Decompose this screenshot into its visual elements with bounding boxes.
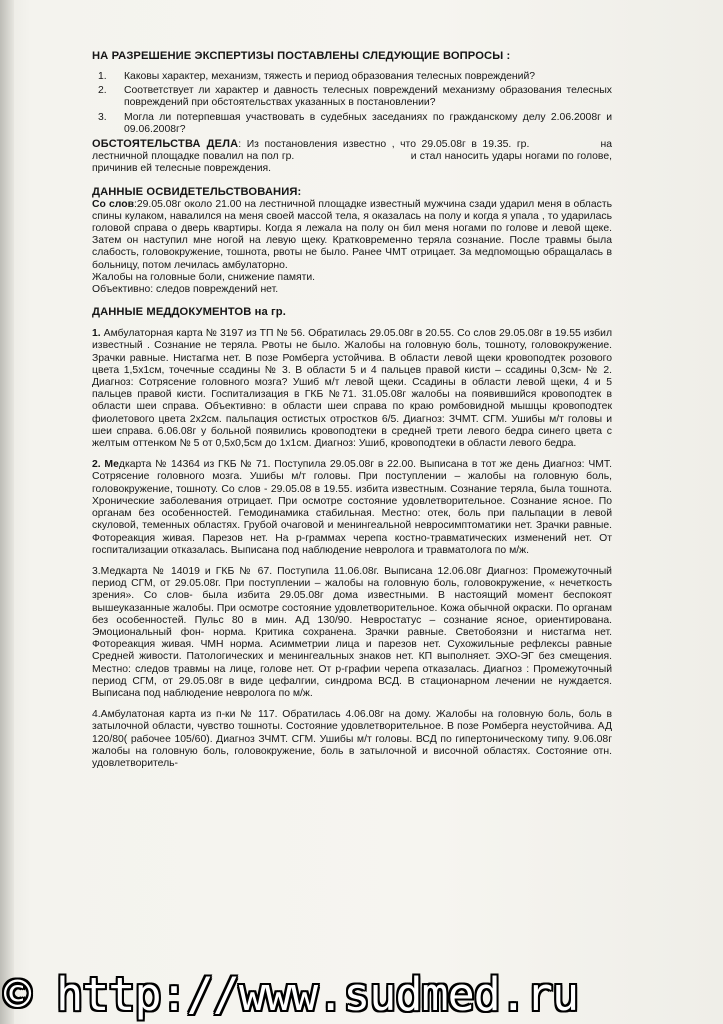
page-edge-shadow [0,0,14,1024]
examination-complaints: Жалобы на головные боли, снижение памяти. [92,271,316,283]
examination-objective: Объективно: следов повреждений нет. [92,284,279,296]
meddoc-text: дкарта № 14364 из ГКБ № 71. Поступила 29.05.08г в 22.00. Выписана в тот же день Диагноз: ЧМТ. Сотрясение головного мозга. Ушибы м/т головы. При поступлении – жалобы на головную боль, головокружение, тошноту. Со слов - 29.05.08 в 19.55. избита известным. Сознание теряла, была тошнота. Хронические заболевания отрицает. При осмотре состояние удовлетворительное. Сознание ясное. По органам без особенностей. Гемодинамика стабильная. Местно: отек, боль при пальпации в левой скуловой, теменных областях. Грубой очаговой и менингеальной невросимптоматики нет. Зрачки равные. Фотореакция живая. Парезов нет. На р-граммах черепа костно-травматических изменений нет. От госпитализации отказалась. Выписана под наблюдение невролога и травматолога по м/ж. [92,459,612,556]
meddoc-number: 4. [92,709,101,721]
circumstances-label: ОБСТОЯТЕЛЬСТВА ДЕЛА [92,138,239,151]
meddoc-number: 2. Ме [92,459,119,471]
examination-intro [92,199,612,272]
circumstances-text-b: на лестничной площадке повалил на пол гр. [92,139,613,163]
circumstances-text-a: : Из постановления известно , что 29.05.08г в 19.35. гр. [238,139,530,151]
question-item [92,85,612,109]
meddoc-text: Амбулатоная карта из п-ки № 117. Обратилась 4.06.08г на дому. Жалобы на головную боль, боль в затылочной области, чувство тошноты. Состояние удовлетворительное. В позе Ромберга неустойчива. АД 120/80( рабочее 105/60). Диагноз ЗЧМТ. СГМ. Ушибы м/т головы. ВСД по гипертоническому типу. 9.06.08г жалобы на головную боль, головокружение, боль в затылочной и височной областях. Состояние отн. удовлетворитель- [92,709,612,769]
meddoc-entry [92,566,612,700]
question-number: 3. [98,111,107,123]
meddoc-text: Амбулаторная карта № 3197 из ТП № 56. Обратилась 29.05.08г в 20.55. Со слов 29.05.08г в 19.55 избил известный . Сознание не теряла. Рвоты не было. Жалобы на головную боль, тошноту, головокружение. Зрачки равные. Нистагма нет. В позе Ромберга устойчива. В области левой щеки кровоподтек розового цвета 1,5х1см, точечные ссадины № 3. В области 5 и 4 пальцев правой кисти – ссадины 0,3см- № 2. Диагноз: Сотрясение головного мозга? Ушиб м/т левой щеки. Ссадины в области левой щеки, 4 и 5 пальцев правой кисти. Госпитализация в ГКБ №71. 31.05.08г жалобы на появившийся кровоподтек в области шеи справа. Объективно: в области шеи справа по краю ромбовидной мышцы кровоподтек фиолетового цвета 2х2см. пальпация остистых отростков 6/5. Диагноз: ЗЧМТ. СГМ. Ушибы м/т головы и шеи справа. 6.06.08г у больной появились кровоподтеки в средней трети левого бедра синего цвета с желтым оттенком № 5 от 0,5х0,5см до 1х1см. Диагноз: Ушиб, кровоподтеки в области левого бедра. [92,328,613,450]
question-item [92,112,612,136]
circumstances-text-c: и стал наносить удары ногами по голове, причинив ей телесные повреждения. [92,151,612,175]
meddocs-heading: ДАННЫЕ МЕДДОКУМЕНТОВ на гр. [92,306,286,319]
circumstances-paragraph [92,138,612,176]
meddoc-number: 3. [92,565,101,577]
meddoc-entry [92,459,612,557]
question-text: Могла ли потерпевшая участвовать в судебных заседаниях по гражданскому делу 2.06.2008г и 09.06.2008г? [124,111,612,135]
watermark-banner [0,965,723,1024]
examination-heading: ДАННЫЕ ОСВИДЕТЕЛЬСТВОВАНИЯ: [92,185,302,198]
meddoc-text: Медкарта № 14019 и ГКБ № 67. Поступила 11.06.08г. Выписана 12.06.08г Диагноз: Промежуточный период СГМ, от 29.05.08г. При поступлении – жалобы на головную боль, головокружение, « нечеткость зрения». Со слов- была избита 29.05.08г дома известными. В настоящий момент беспокоят вышеуказанные жалобы. При осмотре состояние удовлетворительное. Кожа обычной окраски. По органам без особенностей. Пульс 80 в мин. АД 130/90. Невростатус – сознание ясное, ориентирована. Эмоциональный фон- норма. Критика сохранена. Зрачки равные. Светобоязни и нистагма нет. Фотореакция живая. ЧМН норма. Асимметрии лица и парезов нет. Сухожильные рефлексы равные Средней живости. Патологических и менингеальных знаков нет. КП выполняет. ЭХО-ЭГ без смещения. Местно: следов травмы на лице, голове нет. От р-графии черепа отказалась. Диагноз : Промежуточный период СГМ, от 29.05.08г в виде цефалгии, синдрома ВСД. В стационарном лечении не нуждается. Выписана под наблюдение невролога по м/ж. [92,565,612,699]
meddoc-number: 1. [92,328,101,340]
meddoc-entry [92,709,612,770]
question-number: 1. [98,71,107,82]
meddoc-entry [92,328,612,450]
question-text: Соответствует ли характер и давность телесных повреждений механизму образования телесных повреждений при обстоятельствах указанных в постановлении? [124,85,612,109]
intro-label: Со слов [92,198,134,210]
question-item [92,71,612,83]
watermark-text: © http://www.sudmed.ru [4,968,579,1021]
question-text: Каковы характер, механизм, тяжесть и период образования телесных повреждений? [124,71,536,82]
questions-list [92,71,612,136]
intro-text: :29.05.08г около 21.00 на лестничной площадке известный мужчина сзади ударил меня в область спины кулаком, навалился на меня своей массой тела, я оказалась на полу и когда я упала , то ударилась головой справа о дверь квартиры. Когда я лежала на полу он бил меня ногами по голове и левой щеке. Затем он наступил мне ногой на левую щеку. Кратковременно теряла сознание. После травмы была слабость, головокружение, тошнота, рвоты не было. Ранее ЧМТ отрицает. За медпомощью обращалась в больницу, потом лечилась амбулаторно. [92,198,612,271]
questions-heading: НА РАЗРЕШЕНИЕ ЭКСПЕРТИЗЫ ПОСТАВЛЕНЫ СЛЕДУЮЩИЕ ВОПРОСЫ : [92,50,511,62]
document-body [92,50,612,770]
question-number: 2. [98,85,107,97]
